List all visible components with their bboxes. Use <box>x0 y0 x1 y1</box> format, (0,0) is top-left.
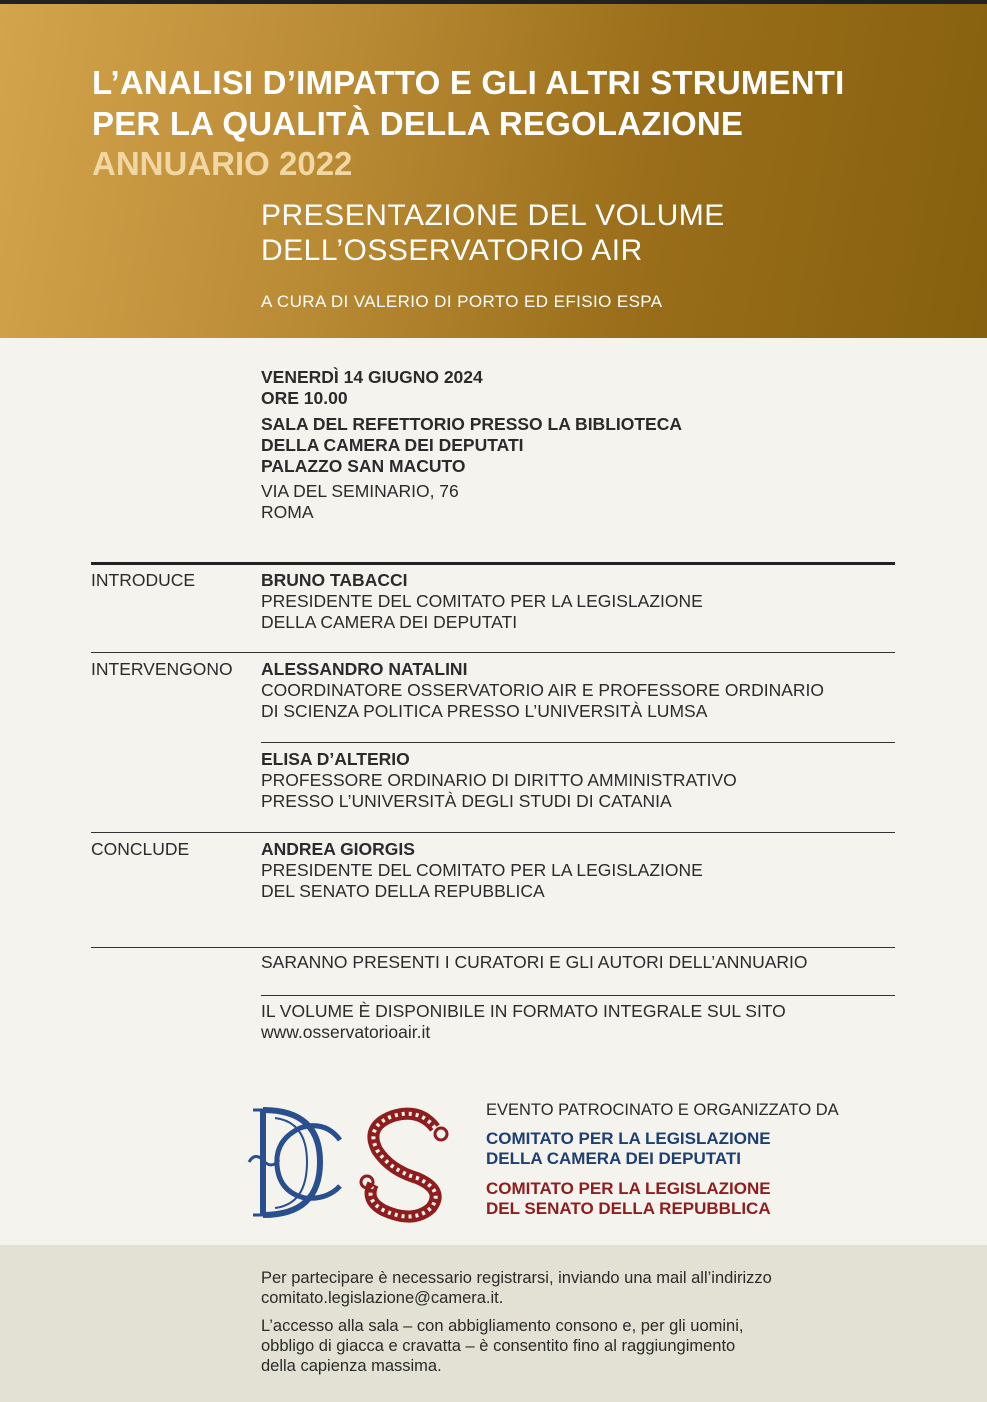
organizer-camera <box>486 1129 771 1169</box>
venue-line-2: DELLA CAMERA DEI DEPUTATI <box>261 435 524 455</box>
speaker-natalini <box>261 659 824 722</box>
registration-line-1: Per partecipare è necessario registrarsi, inviando una mail all’indirizzo <box>261 1269 772 1287</box>
camera-line-1: COMITATO PER LA LEGISLAZIONE <box>486 1129 771 1148</box>
program-top-rule <box>91 562 895 565</box>
organizers-intro: EVENTO PATROCINATO E ORGANIZZATO DA <box>486 1101 839 1119</box>
event-venue <box>261 414 682 477</box>
senato-logo <box>361 1114 447 1217</box>
event-date-time <box>261 367 483 409</box>
access-line-3: della capienza massima. <box>261 1357 442 1375</box>
speaker-desc-2: PRESSO L’UNIVERSITÀ DEGLI STUDI DI CATANIA <box>261 791 672 811</box>
venue-line-1: SALA DEL REFETTORIO PRESSO LA BIBLIOTECA <box>261 414 682 434</box>
event-time: ORE 10.00 <box>261 388 348 408</box>
speaker-dalterio <box>261 749 737 812</box>
speaker-name: ALESSANDRO NATALINI <box>261 659 468 679</box>
speaker-desc-1: PRESIDENTE DEL COMITATO PER LA LEGISLAZIONE <box>261 860 703 880</box>
speaker-desc-2: DI SCIENZA POLITICA PRESSO L’UNIVERSITÀ LUMSA <box>261 701 708 721</box>
title-line-1: L’ANALISI D’IMPATTO E GLI ALTRI STRUMENTI <box>92 64 845 101</box>
title-line-2: PER LA QUALITÀ DELLA REGOLAZIONE <box>92 105 744 142</box>
speaker-name: BRUNO TABACCI <box>261 570 408 590</box>
presentation-heading <box>261 198 725 268</box>
divider <box>91 947 895 948</box>
availability-text: IL VOLUME È DISPONIBILE IN FORMATO INTEGRALE SUL SITO <box>261 1001 786 1021</box>
event-title <box>92 62 952 144</box>
organizer-senato <box>486 1179 771 1219</box>
speaker-desc-1: COORDINATORE OSSERVATORIO AIR E PROFESSORE ORDINARIO <box>261 680 825 700</box>
camera-line-2: DELLA CAMERA DEI DEPUTATI <box>486 1149 741 1168</box>
registration-email[interactable]: comitato.legislazione@camera.it. <box>261 1289 504 1307</box>
access-line-2: obbligo di giacca e cravatta – è consentito fino al raggiungimento <box>261 1337 736 1355</box>
role-intervengono: INTERVENGONO <box>91 659 233 679</box>
speaker-name: ELISA D’ALTERIO <box>261 749 410 769</box>
divider <box>91 832 895 833</box>
speaker-desc-2: DELLA CAMERA DEI DEPUTATI <box>261 612 518 632</box>
speaker-desc-2: DEL SENATO DELLA REPUBBLICA <box>261 881 545 901</box>
role-conclude: CONCLUDE <box>91 839 190 859</box>
address-line-1: VIA DEL SEMINARIO, 76 <box>261 481 459 501</box>
yearbook-subtitle: ANNUARIO 2022 <box>92 145 353 182</box>
website-link[interactable]: www.osservatorioair.it <box>261 1022 431 1042</box>
speaker-giorgis <box>261 839 703 902</box>
access-info <box>261 1316 743 1376</box>
divider <box>261 995 895 996</box>
speaker-desc-1: PROFESSORE ORDINARIO DI DIRITTO AMMINISTRATIVO <box>261 770 737 790</box>
speaker-name: ANDREA GIORGIS <box>261 839 415 859</box>
presentation-line-1: PRESENTAZIONE DEL VOLUME <box>261 199 725 232</box>
camera-dei-deputati-logo <box>249 1110 340 1215</box>
presentation-line-2: DELL’OSSERVATORIO AIR <box>261 234 643 267</box>
divider <box>91 652 895 653</box>
speaker-tabacci <box>261 570 703 633</box>
speaker-desc-1: PRESIDENTE DEL COMITATO PER LA LEGISLAZIONE <box>261 591 703 611</box>
event-address <box>261 481 459 523</box>
registration-info <box>261 1268 772 1308</box>
senato-line-1: COMITATO PER LA LEGISLAZIONE <box>486 1179 771 1198</box>
address-line-2: ROMA <box>261 502 314 522</box>
curators-line: A CURA DI VALERIO DI PORTO ED EFISIO ESPA <box>261 292 663 311</box>
venue-line-3: PALAZZO SAN MACUTO <box>261 456 466 476</box>
access-line-1: L’accesso alla sala – con abbigliamento consono e, per gli uomini, <box>261 1317 744 1335</box>
availability-note <box>261 1001 786 1043</box>
organizer-logos <box>245 1100 460 1225</box>
presence-note: SARANNO PRESENTI I CURATORI E GLI AUTORI DELL’ANNUARIO <box>261 952 808 972</box>
divider <box>261 742 895 743</box>
event-date: VENERDÌ 14 GIUGNO 2024 <box>261 367 483 387</box>
role-introduce: INTRODUCE <box>91 570 196 590</box>
senato-line-2: DEL SENATO DELLA REPUBBLICA <box>486 1199 771 1218</box>
